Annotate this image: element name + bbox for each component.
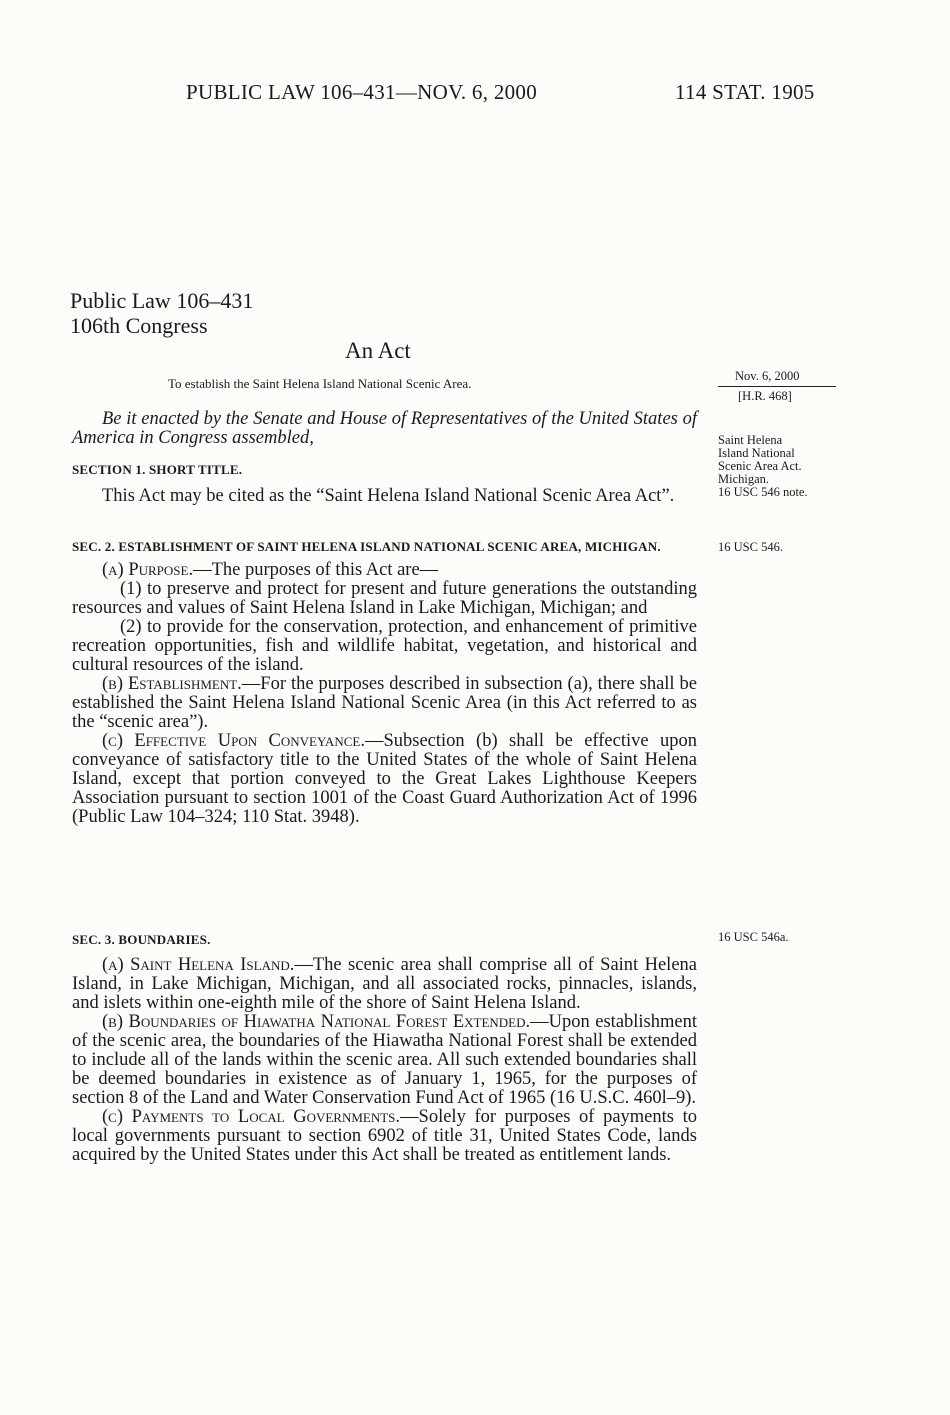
sec3-subsection-b (72, 1013, 697, 1108)
sec2-c-heading: (c) Effective Upon Conveyance. (102, 731, 365, 751)
sec2-b-heading: (b) Establishment. (102, 674, 242, 694)
enacting-clause: Be it enacted by the Senate and House of Representatives of the United States of America in Congress assembled, (72, 409, 697, 448)
margin-note-line: 16 USC 546 note. (718, 485, 808, 499)
sec1-text: This Act may be cited as the “Saint Helena Island National Scenic Area Act”. (102, 486, 675, 506)
running-header-right: 114 STAT. 1905 (675, 80, 815, 104)
public-law-number: Public Law 106–431 (70, 288, 254, 313)
sec3-heading: SEC. 3. BOUNDARIES. (72, 932, 211, 947)
running-header-left: PUBLIC LAW 106–431—NOV. 6, 2000 (186, 80, 538, 104)
section-3 (72, 930, 697, 1165)
margin-sec2-citation: 16 USC 546. (718, 540, 783, 554)
sec2-b-text: —For the purposes described in subsection (a), there shall be established the Saint Helena Island National Scenic Area (in this Act referred to as the “scenic area”). (72, 674, 697, 732)
sec3-subsection-c (72, 1108, 697, 1165)
sec2-heading: SEC. 2. ESTABLISHMENT OF SAINT HELENA ISLAND NATIONAL SCENIC AREA, MICHIGAN. (72, 539, 661, 554)
margin-note-line: Michigan. (718, 472, 770, 486)
margin-bill-number: [H.R. 468] (738, 389, 792, 403)
sec2-a-text: —The purposes of this Act are— (193, 560, 439, 580)
act-title: An Act (345, 338, 411, 363)
sec3-a-text: —The scenic area shall comprise all of Saint Helena Island, in Lake Michigan, Michigan, and all associated rocks, pinnacles, islands, and islets within one-eighth mile of the shore of Saint Helena Island. (72, 955, 697, 1013)
sec1-heading: SECTION 1. SHORT TITLE. (72, 462, 243, 477)
margin-date: Nov. 6, 2000 (735, 369, 800, 383)
margin-sec3-citation: 16 USC 546a. (718, 930, 789, 944)
sec3-subsection-a (72, 956, 697, 1013)
sec2-subsection-c (72, 732, 697, 827)
enacting-and-sec1 (72, 410, 697, 506)
margin-note-line: Island National (718, 446, 795, 460)
sec3-b-heading: (b) Boundaries of Hiawatha National Forest Extended. (102, 1012, 531, 1032)
sec3-b-text: —Upon establishment of the scenic area, the boundaries of the Hiawatha National Forest shall be extended to include all of the lands within the scenic area. All such extended boundaries shall be deemed boundaries in existence as of January 1, 1965, for the purposes of section 8 of the Land and Water Conservation Fund Act of 1965 (16 U.S.C. 460l–9). (72, 1012, 697, 1108)
sec2-a-heading: (a) Purpose. (102, 560, 194, 580)
margin-note-line: Saint Helena (718, 433, 783, 447)
congress-number: 106th Congress (70, 313, 208, 338)
margin-rule (718, 386, 836, 387)
sec3-a-heading: (a) Saint Helena Island. (102, 955, 295, 975)
act-purpose: To establish the Saint Helena Island National Scenic Area. (168, 376, 472, 391)
sec3-c-heading: (c) Payments to Local Governments. (102, 1107, 401, 1127)
sec3-c-text: —Solely for purposes of payments to local governments pursuant to section 6902 of title 31, United States Code, lands acquired by the United States under this Act shall be treated as entitlement lands. (72, 1107, 698, 1165)
sec2-paragraph-1: (1) to preserve and protect for present and future generations the outstanding resources and values of Saint Helena Island in Lake Michigan, Michigan; and (72, 579, 697, 618)
margin-note-short-title (718, 434, 808, 499)
sec2-c-text: —Subsection (b) shall be effective upon conveyance of satisfactory title to the United States of the whole of Saint Helena Island, except that portion conveyed to the Great Lakes Lighthouse Keepers Association pursuant to section 1001 of the Coast Guard Authorization Act of 1996 (Public Law 104–324; 110 Stat. 3948). (72, 731, 697, 827)
margin-note-line: Scenic Area Act. (718, 459, 802, 473)
sec2-subsection-b (72, 675, 697, 732)
sec2-subsection-a (72, 561, 697, 580)
sec2-paragraph-2: (2) to provide for the conservation, protection, and enhancement of primitive recreation opportunities, fish and wildlife habitat, vegetation, and historical and cultural resources of the island. (72, 617, 697, 675)
section-2 (72, 538, 697, 827)
